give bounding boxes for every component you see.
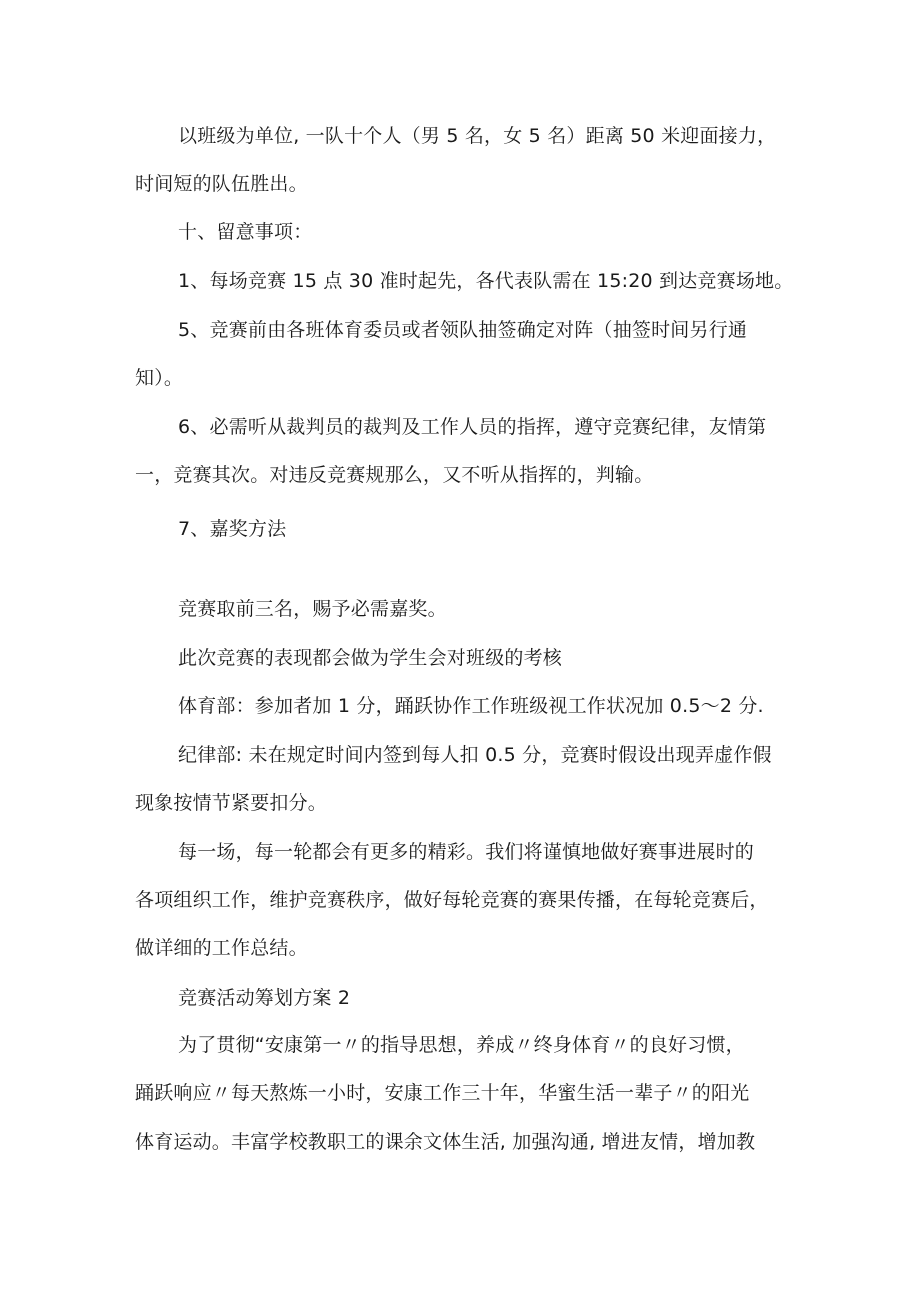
text-line: 竞赛取前三名，赐予必需嘉奖。 [178, 598, 447, 620]
text-line: 1、每场竞赛 15 点 30 准时起先，各代表队需在 15:20 到达竞赛场地。 [178, 270, 794, 292]
text-line: 7、嘉奖方法 [178, 518, 287, 540]
text-line: 知）。 [135, 367, 184, 389]
text-line: 5、竞赛前由各班体育委员或者领队抽签确定对阵（抽签时间另行通 [178, 319, 748, 341]
text-line: 各项组织工作，维护竞赛秩序，做好每轮竞赛的赛果传播，在每轮竞赛后， [135, 889, 769, 911]
text-line: 体育部：参加者加 1 分，踊跃协作工作班级视工作状况加 0.5～2 分. [178, 695, 764, 717]
text-line: 纪律部: 未在规定时间内签到每人扣 0.5 分，竞赛时假设出现弄虚作假 [178, 744, 772, 766]
text-line: 为了贯彻“安康第一〃的指导思想，养成〃终身体育〃的良好习惯， [178, 1034, 745, 1056]
text-line: 做详细的工作总结。 [135, 937, 308, 959]
text-line: 6、必需听从裁判员的裁判及工作人员的指挥，遵守竞赛纪律，友情第 [178, 416, 767, 438]
text-line: 每一场，每一轮都会有更多的精彩。我们将谨慎地做好赛事进展时的 [178, 841, 755, 863]
text-line: 踊跃响应〃每天熬炼一小时，安康工作三十年，华蜜生活一辈子〃的阳光 [135, 1082, 750, 1104]
text-line: 体育运动。丰富学校教职工的课余文体生活, 加强沟通, 增进友情，增加教 [135, 1131, 756, 1153]
text-line: 现象按情节紧要扣分。 [135, 792, 328, 814]
text-line: 以班级为单位, 一队十个人（男 5 名，女 5 名）距离 50 米迎面接力， [178, 125, 777, 147]
section-heading: 竞赛活动筹划方案 2 [178, 987, 351, 1009]
text-line: 一，竞赛其次。对违反竞赛规那么，又不听从指挥的，判输。 [135, 464, 654, 486]
section-heading: 十、留意事项： [178, 221, 313, 243]
text-line: 时间短的队伍胜出。 [135, 173, 308, 195]
text-line: 此次竞赛的表现都会做为学生会对班级的考核 [178, 647, 563, 669]
